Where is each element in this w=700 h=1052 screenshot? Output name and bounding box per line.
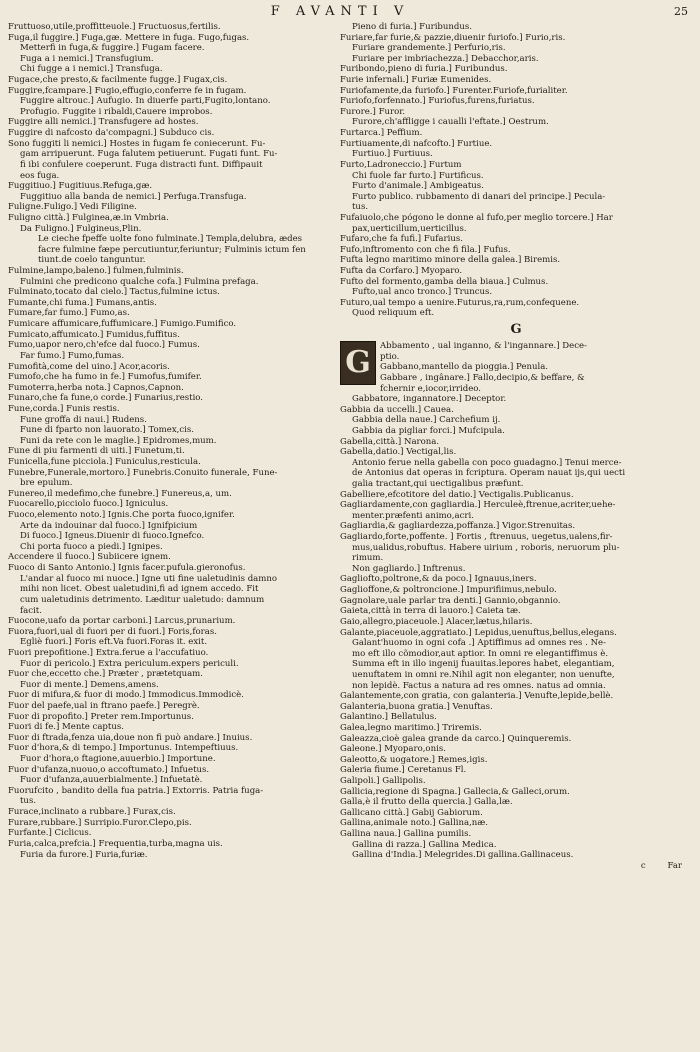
dictionary-entry-line: Galeazza,cioè galea grande da carco.] Quinqueremis. — [340, 733, 572, 744]
dictionary-entry-line: gam arripuerunt. Fuga falutem petiuerunt. Fugati funt. Fu- — [20, 149, 278, 160]
dictionary-entry-line: Fruttuoso,utile,proffitteuole.] Fructuosus,fertilis. — [8, 22, 221, 32]
dictionary-entry-line: Abbamento , ual inganno, & l'ingannare.] Dece- — [380, 341, 587, 352]
dictionary-entry-line: Far fumo.] Fumo,fumas. — [20, 350, 125, 361]
dictionary-entry-line: Furto publico. rubbamento di danari del principe.] Pecula- — [352, 191, 606, 202]
dictionary-entry-line: Fuor d'hora,& di tempo.] Importunus. Intempeftiuus. — [8, 743, 239, 754]
dictionary-entry-line: Fumicato,affumicato.] Fumidus,fuffitus. — [8, 329, 180, 340]
dictionary-entry-line: Gallicano città.] Gabij Gabiorum. — [340, 807, 483, 818]
dictionary-entry-line: Funicella,fune picciola.] Funiculus,resticula. — [8, 456, 201, 467]
dictionary-entry-line: Gabella,città.] Narona. — [340, 436, 440, 447]
dictionary-entry-line: Fuor che,eccetto che.] Præter , prætetquam. — [8, 669, 203, 680]
dictionary-entry-line: Galante,piaceuole,aggratiato.] Lepidus,uenuftus,bellus,elegans. — [340, 627, 617, 638]
dictionary-entry-line: Fuggire,fcampare.] Fugio,effugio,conferre fe in fugam. — [8, 85, 247, 96]
dictionary-entry-line: Furia da furore.] Furia,furiæ. — [20, 849, 148, 860]
dictionary-entry-line: Fulmini che predicono qualche cofa.] Fulmina prefaga. — [20, 276, 259, 287]
dictionary-entry-line: Profugio. Fuggite i ribaldi,Cauere improbos. — [20, 106, 213, 117]
dictionary-entry-line: mus,ualidus,robuftus. Habere uirium , roboris, neruorum plu- — [352, 542, 620, 553]
dictionary-entry-line: Funaro,che fa fune,o corde.] Funarius,restio. — [8, 393, 204, 404]
dictionary-entry-line: Accendere il fuoco.] Subiicere ignem. — [8, 552, 171, 563]
dictionary-entry-line: Gaio,allegro,piaceuole.] Alacer,lætus,hilaris. — [340, 616, 533, 627]
dictionary-entry-line: Fuligno città.] Fulginea,æ.in Vmbria. — [8, 212, 169, 223]
dictionary-entry-line: Gabbia da pigliar forci.] Mufcipula. — [352, 425, 505, 436]
dictionary-entry-line: Fufta da Corfaro.] Myoparo. — [340, 266, 463, 277]
dictionary-entry-line: Fufaro,che fa fufi.] Fufarius. — [340, 234, 463, 245]
dictionary-entry-line: Sono fuggiti li nemici.] Hostes in fugam fe coniecerunt. Fu- — [8, 138, 266, 149]
dictionary-entry-line: fi ibi confulere coeperunt. Fuga distracti funt. Diffipauit — [20, 159, 263, 170]
dictionary-entry-line: tus. — [20, 796, 37, 807]
dictionary-entry-line: Fuggitiuo alla banda de nemici.] Perfuga.Transfuga. — [20, 191, 247, 202]
dictionary-entry-line: Gabbia della naue.] Carchefium ij. — [352, 415, 501, 426]
dictionary-entry-line: Gabelliere,efcotitore del datio.] Vectigalis.Publicanus. — [340, 489, 574, 500]
signature-mark: c — [640, 860, 646, 871]
dictionary-entry-line: Antonio ferue nella gabella con poco guadagno.] Tenui merce- — [352, 457, 622, 468]
dictionary-entry-line: Fuor d'hora,o ftagione,auuerbio.] Importune. — [20, 754, 216, 765]
dictionary-entry-line: Gabbare , ingânare.] Fallo,decipio,& beffare, & — [380, 372, 585, 383]
dictionary-entry-line: Fuor del paefe,ual in ftrano paefe.] Peregrè. — [8, 701, 200, 711]
dictionary-entry-line: Furibondo,pieno di furia.] Furibundus. — [340, 64, 508, 75]
dictionary-entry-line: mihi non licet. Obest ualetudini,fi ad ignem accedo. Fit — [20, 584, 259, 595]
dictionary-entry-line: Furtarca.] Peffium. — [340, 128, 423, 139]
dictionary-entry-line: Fumofo,che ha fumo in fe.] Fumofus,fumifer. — [8, 372, 202, 383]
dictionary-entry-line: Fuggire altrouc.] Aufugio. In diuerfe parti,Fugito,lontano. — [20, 96, 271, 107]
dictionary-entry-line: non lepidè. Factus a natura ad res omnes. natus ad omnia. — [352, 680, 606, 691]
dictionary-entry-line: Non gagliardo.] Inftrenus. — [352, 563, 466, 574]
dictionary-entry-line: Fuora,fuori,ual di fuori per di fuori.] Foris,foras. — [8, 626, 217, 637]
dictionary-entry-line: Furto,Ladroneccio.] Furtum — [340, 159, 462, 170]
dictionary-entry-line: Fuorufcito , bandito della fua patria.] Extorris. Patria fuga- — [8, 785, 264, 796]
dictionary-entry-line: Gagliardia,& gagliardezza,poffanza.] Vigor.Strenuitas. — [340, 521, 576, 532]
page-number: 25 — [674, 5, 688, 18]
dictionary-entry-line: Chi fuole far furto.] Furtificus. — [352, 170, 484, 181]
dictionary-entry-line: Fumoterra,herba nota.] Capnos,Capnon. — [8, 382, 184, 393]
dictionary-entry-line: Fugace,che presto,& facilmente fugge.] Fugax,cis. — [8, 75, 228, 86]
dictionary-entry-line: Furto d'animale.] Ambigeatus. — [352, 181, 484, 192]
dictionary-entry-line: mo eft illo cõmodior,aut aptior. In omni re elegantiffimus è. — [352, 648, 609, 659]
dictionary-entry-line: Fulmine,lampo,baleno.] fulmen,fulminis. — [8, 266, 184, 277]
dictionary-entry-line: Furiofo,forfennato.] Furiofus,furens,furiatus. — [340, 96, 535, 107]
dictionary-entry-line: Galla,è il frutto della quercia.] Galla,læ. — [340, 797, 513, 808]
dictionary-entry-line: menter.præfenti animo,acri. — [352, 510, 474, 521]
dictionary-entry-line: tiunt.de coelo tanguntur. — [38, 255, 146, 266]
dictionary-entry-line: bre epulum. — [20, 478, 73, 489]
dictionary-entry-line: Fuor di propofito.] Preter rem.Importunus. — [8, 711, 194, 722]
dictionary-entry-line: facre fulmine fæpe percutiuntur,feriuntur; Fulminis ictum fen — [38, 244, 306, 255]
dictionary-entry-line: Fuligne.Fuligo.] Vedi Filigine. — [8, 202, 137, 213]
dictionary-entry-line: Furiare grandemente.] Perfurio,ris. — [352, 43, 506, 54]
dictionary-entry-line: Di fuoco.] Igneus.Diuenir di fuoco.Ignefco. — [20, 531, 205, 542]
dictionary-entry-line: Fumante,chi fuma.] Fumans,antis. — [8, 297, 157, 308]
dictionary-entry-line: fchernir e,iocor,irrideo. — [380, 383, 481, 394]
left-column — [8, 22, 326, 860]
dictionary-entry-line: Galea,legno maritimo.] Triremis. — [340, 723, 482, 733]
dictionary-entry-line: uenuftatem in omni re.Nihil agit non eleganter, non uenufte, — [352, 669, 615, 680]
dictionary-entry-line: Gaieta,città in terra di lauoro.] Caieta tæ. — [340, 606, 521, 617]
dictionary-entry-line: Le cieche fpeffe uolte fono fulminate.] Templa,delubra, ædes — [38, 234, 303, 245]
dictionary-entry-line: Fuor di pericolo.] Extra periculum.expers periculi. — [20, 658, 239, 669]
dictionary-entry-line: cum ualetudinis detrimento. Læditur ualetudo: damnum — [20, 594, 265, 605]
dictionary-entry-line: Da Fuligno.] Fulgineus,Plin. — [20, 223, 142, 234]
dictionary-entry-line: Galipoli.] Gallipolis. — [340, 776, 426, 787]
dictionary-entry-line: Furiare per imbriachezza.] Debacchor,aris. — [352, 53, 539, 64]
decorated-initial: G — [340, 341, 376, 385]
dictionary-entry-line: Galeone.] Myoparo,onis. — [340, 744, 446, 755]
right-column-top-entries — [340, 22, 692, 319]
dictionary-entry-line: Fuocone,uafo da portar carboni.] Larcus,prunarium. — [8, 616, 236, 627]
dictionary-entry-line: Fuggitiuo.] Fugitiuus.Refuga,gæ. — [8, 181, 153, 192]
dictionary-entry-line: Fuga,il fuggire.] Fuga,gæ. Mettere in fuga. Fugo,fugas. — [8, 32, 250, 43]
initial-lines — [340, 341, 692, 394]
dictionary-entry-line: Galantemente,con gratia, con galanteria.] Venufte,lepide,bellè. — [340, 691, 614, 702]
dictionary-entry-line: Furore.] Furor. — [340, 106, 406, 117]
dictionary-entry-line: Fune di fparto non lauorato.] Tomex,cis. — [20, 425, 194, 436]
dictionary-entry-line: Furore,ch'affligge i caualli l'eftate.] Oestrum. — [352, 117, 549, 128]
dictionary-entry-line: Furace,inclinato a rubbare.] Furax,cis. — [8, 807, 176, 818]
dictionary-entry-line: Furtiuamente,di nafcofto.] Furtiue. — [340, 138, 493, 149]
dictionary-entry-line: galia tractant,qui uectigalibus præfunt. — [352, 478, 524, 489]
dictionary-entry-line: Arte da indouinar dal fuoco.] Ignifpicium — [20, 520, 198, 531]
dictionary-entry-line: Chi fugge a i nemici.] Transfuga. — [20, 64, 163, 75]
dictionary-entry-line: Funereo,il medefimo,che funebre.] Funereus,a, um. — [8, 488, 232, 499]
dictionary-entry-line: Gabbano,mantello da pioggia.] Penula. — [380, 362, 549, 373]
dictionary-entry-line: Chi porta fuoco a piedi.] Ignipes. — [20, 541, 163, 552]
dictionary-entry-line: Funebre,Funerale,mortoro.] Funebris.Conuito funerale, Fune- — [8, 467, 278, 478]
catchword-line — [340, 861, 692, 872]
dictionary-entry-line: Fuggire alli nemici.] Transfugere ad hostes. — [8, 117, 199, 128]
dictionary-entry-line: Fuor d'ufanza,auuerbialmente.] Infuetatè. — [20, 775, 203, 786]
right-column-bottom-entries — [340, 394, 692, 861]
dictionary-entry-line: Gallina,animale noto.] Gallina,næ. — [340, 818, 489, 829]
dictionary-entry-line: Futuro,ual tempo a uenire.Futurus,ra,rum,confequene. — [340, 297, 580, 308]
dictionary-entry-line: Fuor d'ufanza,nuouo,o accoftumato.] Infuetus. — [8, 764, 210, 775]
dictionary-entry-line: Fuori prepofitione.] Extra.ferue a l'accufatiuo. — [8, 647, 209, 658]
dictionary-entry-line: Furie infernali.] Furiæ Eumenides. — [340, 75, 492, 86]
initial-block — [340, 341, 692, 394]
dictionary-entry-line: Fune,corda.] Funis restis. — [8, 403, 120, 414]
dictionary-entry-line: Fumo,uapor nero,ch'efce dal fuoco.] Fumus. — [8, 340, 200, 351]
dictionary-entry-line: Furiare,far furie,& pazzie,diuenir furiofo.] Furio,ris. — [340, 32, 566, 43]
dictionary-entry-line: Fuoco di Santo Antonio.] Ignis facer.pufula.gieronofus. — [8, 563, 246, 574]
dictionary-entry-line: Furfante.] Ciclicus. — [8, 828, 92, 839]
dictionary-entry-line: Fuori di fe.] Mente captus. — [8, 722, 124, 733]
dictionary-entry-line: pax,uerticillum,uerticillus. — [352, 223, 467, 234]
dictionary-entry-line: Gabbia da uccelli.] Cauea. — [340, 404, 454, 415]
dictionary-entry-line: ptio. — [380, 351, 400, 362]
dictionary-entry-line: Galeotto,& uogatore.] Remes,igis. — [340, 754, 488, 765]
dictionary-entry-line: facit. — [20, 605, 42, 616]
dictionary-entry-line: Fune di piu farmenti di uiti.] Funetum,ti. — [8, 446, 185, 457]
dictionary-entry-line: Furia,calca,prefcia.] Frequentia,turba,magna uis. — [8, 838, 223, 849]
catchword: Far — [667, 860, 682, 871]
dictionary-entry-line: Galant'huomo in ogni cofa .] Aptiffimus ad omnes res . Ne- — [352, 638, 606, 649]
right-column — [340, 22, 692, 872]
dictionary-entry-line: Gallicia,regione di Spagna.] Gallecia,& Galleci,orum. — [340, 786, 570, 797]
dictionary-entry-line: de Antonius dat operas in fcriptura. Operam nauat ijs,qui uecti — [352, 468, 626, 479]
dictionary-entry-line: Fufto del formento,gamba della biaua.] Culmus. — [340, 276, 549, 287]
dictionary-entry-line: Gagliofto,poltrone,& da poco.] Ignauus,iners. — [340, 574, 537, 585]
dictionary-entry-line: Gagliardo,forte,poffente. ] Fortis , ftrenuus, uegetus,ualens,fir- — [340, 532, 613, 543]
dictionary-entry-line: Fuoco,elemento noto.] Ignis.Che porta fuoco,ignifer. — [8, 510, 235, 521]
dictionary-entry-line: Fumicare affumicare,fuffumicare.] Fumigo.Fumifico. — [8, 319, 237, 330]
dictionary-entry-line: Fufaiuolo,che pógono le donne al fufo,per meglio torcere.] Har — [340, 212, 613, 223]
dictionary-entry-line: Furtiuo.] Furtiuus. — [352, 149, 433, 160]
dictionary-entry-line: eos fuga. — [20, 170, 60, 181]
dictionary-entry-line: Fuor di ftrada,fenza uia,doue non fi può andare.] Inuius. — [8, 732, 253, 743]
dictionary-entry-line: Gallina di razza.] Gallina Medica. — [352, 839, 497, 850]
dictionary-entry-line: Fuocarello,picciolo fuoco.] Igniculus. — [8, 499, 169, 510]
dictionary-entry-line: Gallina naua.] Gallina pumilis. — [340, 829, 472, 840]
dictionary-entry-line: Gabbatore, ingannatore.] Deceptor. — [352, 394, 507, 405]
dictionary-entry-line: Gallina d'India.] Melegrides.Di gallina.Gallinaceus. — [352, 850, 574, 861]
dictionary-entry-line: Galeria fiume.] Ceretanus Fl. — [340, 765, 467, 776]
dictionary-entry-line: Metterfi in fuga,& fuggire.] Fugam facere. — [20, 43, 205, 54]
dictionary-entry-line: Fuggire di nafcosto da'compagni.] Subduco cis. — [8, 128, 215, 139]
dictionary-entry-line: Fumofità,come del uino.] Acor,acoris. — [8, 361, 170, 372]
dictionary-entry-line: Fuor di mifura,& fuor di modo.] Immodicus.Immodicè. — [8, 690, 244, 701]
dictionary-entry-line: Fufto,ual anco tronco.] Truncus. — [352, 287, 493, 298]
running-head: F AVANTI V — [270, 4, 410, 19]
dictionary-entry-line: Gaglioffone,& poltroncione.] Impurifiimus,nebulo. — [340, 585, 557, 596]
dictionary-entry-line: L'andar al fuoco mi nuoce.] Igne uti fine ualetudinis damno — [20, 573, 278, 584]
dictionary-entry-line: Pieno di furia.] Furibundus. — [352, 22, 472, 32]
dictionary-entry-line: Gagnolare,uale parlar tra denti.] Gannio,obgannio. — [340, 595, 561, 606]
dictionary-entry-line: Galantino.] Bellatulus. — [340, 712, 437, 723]
dictionary-entry-line: Fufo,inftromento con che fi fila.] Fufus. — [340, 244, 511, 255]
dictionary-entry-line: Funi da rete con le maglie.] Epidromes,mum. — [20, 435, 217, 446]
dictionary-entry-line: Fumare,far fumo.] Fumo,as. — [8, 308, 130, 319]
dictionary-entry-line: Fufta legno maritimo minore della galea.] Biremis. — [340, 255, 561, 266]
dictionary-entry-line: Fuga a i nemici.] Transfugium. — [20, 53, 154, 64]
dictionary-entry-line: Egliè fuori.] Foris eft.Va fuori.Foras it. exit. — [20, 637, 208, 648]
dictionary-entry-line: Fuor di mente.] Demens,amens. — [20, 679, 159, 690]
dictionary-entry-line: Fulminato,tocato dal cielo.] Tactus,fulmine ictus. — [8, 287, 220, 298]
dictionary-entry-line: Quod reliquum eft. — [352, 308, 435, 319]
dictionary-entry-line: Furare,rubbare.] Surripio.Furor.Clepo,pis. — [8, 817, 192, 828]
letter-heading: G — [510, 322, 522, 338]
dictionary-entry-line: tus. — [352, 202, 369, 213]
dictionary-entry-line: Furiofamente,da furiofo.] Furenter.Furiofe,furialiter. — [340, 85, 568, 96]
dictionary-entry-line: Fune groffa di naui.] Rudens. — [20, 414, 147, 425]
dictionary-entry-line: Summa eft in illo ingenij fuauitas.lepores habet, elegantiam, — [352, 659, 615, 670]
dictionary-entry-line: rimum. — [352, 553, 384, 564]
dictionary-entry-line: Galanteria,buona gratia.] Venuftas. — [340, 701, 493, 712]
dictionary-entry-line: Gagliardamente,con gagliardia.] Herculeè,ftrenue,acriter,uehe- — [340, 500, 616, 511]
dictionary-entry-line: Gabella,datio.] Vectigal,lis. — [340, 447, 457, 458]
